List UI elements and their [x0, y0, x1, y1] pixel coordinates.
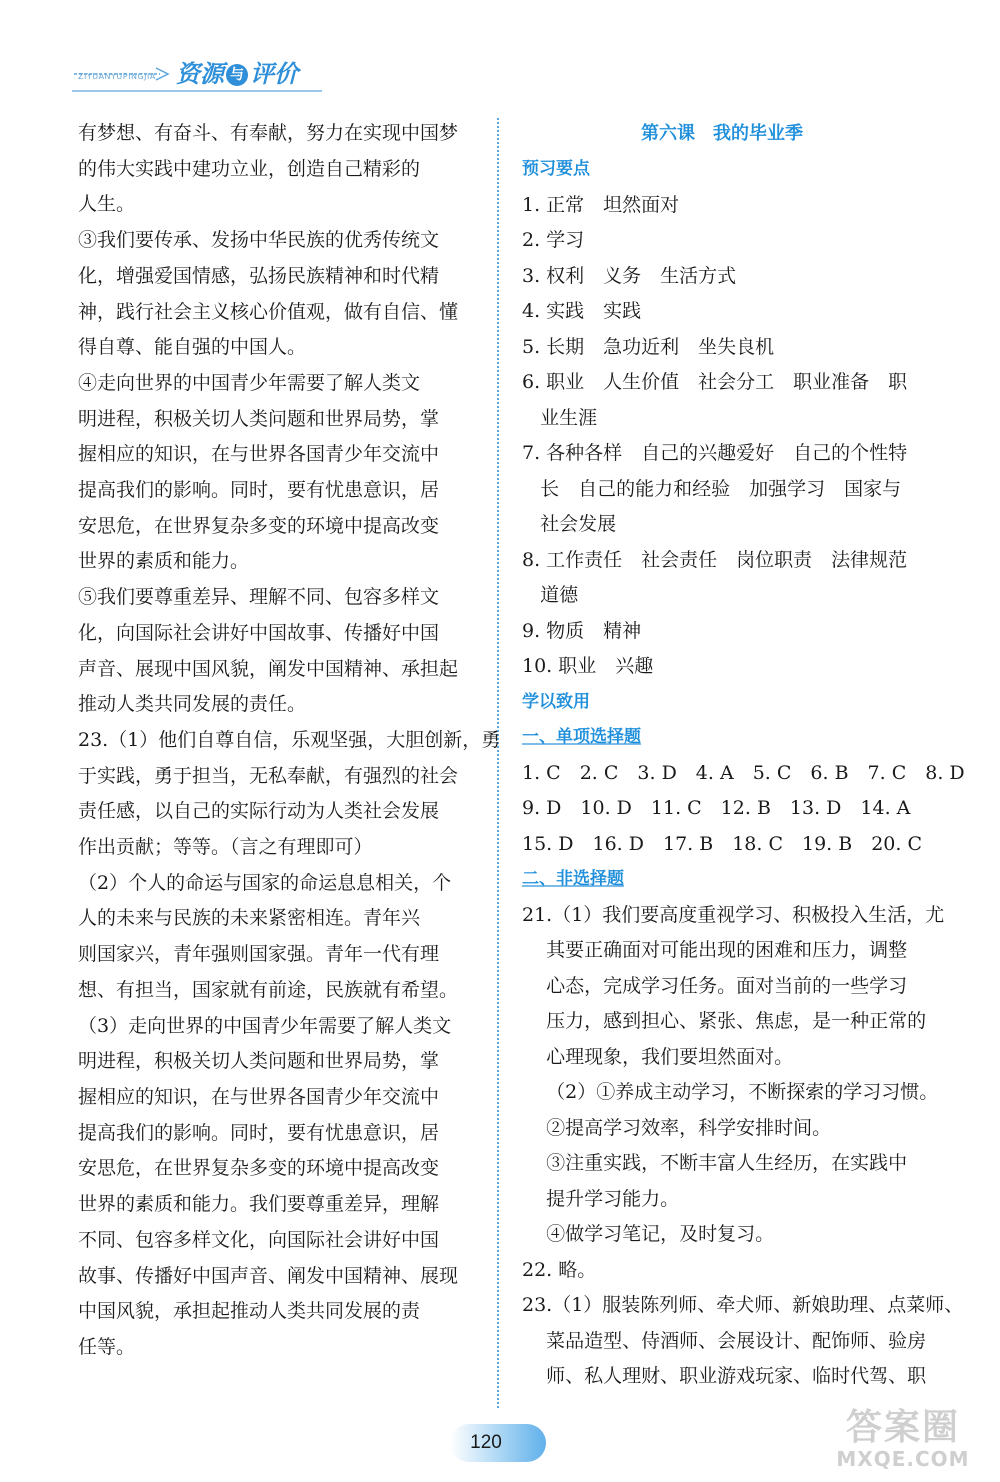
preview-item: 社会发展 — [522, 513, 617, 535]
choice-answer-line: 15. D 16. D 17. B 18. C 19. B 20. C — [522, 832, 923, 855]
header-pinyin: ZIYUANYUPINGJIA — [78, 72, 156, 81]
left-text-line: 安思危，在世界复杂多变的环境中提高改变 — [78, 514, 440, 537]
preview-item: 1. 正常 坦然面对 — [522, 193, 680, 216]
nonchoice-answer-line: ④做学习笔记，及时复习。 — [522, 1223, 775, 1245]
preview-item: 道德 — [522, 584, 579, 606]
left-text-line: 的伟大实践中建功立业，创造自己精彩的 — [78, 157, 421, 180]
choice-answer-line: 1. C 2. C 3. D 4. A 5. C 6. B 7. C 8. D — [522, 761, 965, 784]
preview-list — [522, 188, 922, 685]
left-text-line: 明进程，积极关切人类问题和世界局势，掌 — [78, 407, 440, 430]
left-text-line: 提高我们的影响。同时，要有忧患意识，居 — [78, 1121, 440, 1144]
brand-right: 评价 — [250, 60, 298, 88]
column-divider — [497, 118, 499, 1408]
left-text-line: 作出贡献；等等。（言之有理即可） — [78, 836, 373, 859]
watermark — [818, 1408, 988, 1478]
left-text-line: 推动人类共同发展的责任。 — [78, 693, 307, 716]
left-column — [78, 116, 501, 1366]
left-text-line: 故事、传播好中国声音、阐发中国精神、展现 — [78, 1264, 459, 1287]
left-text-line: 人生。 — [78, 193, 136, 216]
left-text-line: 任等。 — [78, 1335, 136, 1358]
left-text-line: 明进程，积极关切人类问题和世界局势，掌 — [78, 1050, 440, 1073]
left-text-line: 世界的素质和能力。我们要尊重差异，理解 — [78, 1193, 440, 1216]
left-text-line: ④走向世界的中国青少年需要了解人类文 — [78, 371, 421, 394]
left-text-line: 握相应的知识，在与世界各国青少年交流中 — [78, 443, 440, 466]
preview-item: 4. 实践 实践 — [522, 300, 642, 322]
watermark-url: MXQE.COM — [836, 1447, 970, 1471]
nonchoice-answer-line: 菜品造型、侍酒师、会展设计、配饰师、验房 — [522, 1329, 927, 1352]
nonchoice-answer-line: （2）①养成主动学习，不断探索的学习习惯。 — [522, 1081, 939, 1103]
left-text-line: 提高我们的影响。同时，要有忧患意识，居 — [78, 479, 440, 502]
left-text-line: （2）个人的命运与国家的命运息息相关，个 — [78, 871, 452, 894]
preview-item: 5. 长期 急功近利 坐失良机 — [522, 335, 775, 358]
nonchoice-answer-line: 心态，完成学习任务。面对当前的一些学习 — [522, 974, 908, 997]
preview-item: 业生涯 — [522, 406, 598, 429]
preview-item: 8. 工作责任 社会责任 岗位职责 法律规范 — [522, 548, 908, 571]
preview-item: 9. 物质 精神 — [522, 619, 642, 642]
page-header — [72, 50, 332, 96]
left-text-line: 化，向国际社会讲好中国故事、传播好中国 — [78, 621, 440, 644]
left-text-line: 人的未来与民族的未来紧密相连。青年兴 — [78, 907, 421, 930]
nonchoice-answer-line: 师、私人理财、职业游戏玩家、临时代驾、职 — [522, 1365, 927, 1387]
preview-item: 2. 学习 — [522, 229, 585, 251]
left-text-line: 不同、包容多样文化，向国际社会讲好中国 — [78, 1228, 440, 1251]
nonchoice-answer-line: 其要正确面对可能出现的困难和压力，调整 — [522, 939, 908, 961]
left-text-line: 声音、展现中国风貌，阐发中国精神、承担起 — [78, 657, 459, 680]
section-apply: 学以致用 — [522, 691, 590, 712]
left-text-line: 安思危，在世界复杂多变的环境中提高改变 — [78, 1157, 440, 1180]
page-number-text: 120 — [470, 1432, 502, 1453]
watermark-text: 答案圈 — [845, 1407, 960, 1448]
left-text-line: 于实践，勇于担当，无私奉献，有强烈的社会 — [78, 764, 459, 787]
preview-item: 3. 权利 义务 生活方式 — [522, 264, 737, 287]
left-text-line: 世界的素质和能力。 — [78, 550, 250, 573]
left-text-line: 化，增强爱国情感，弘扬民族精神和时代精 — [78, 264, 440, 287]
preview-item: 10. 职业 兴趣 — [522, 655, 654, 677]
brand-mid: 与 — [226, 64, 248, 86]
nonchoice-answer-line: 22. 略。 — [522, 1258, 597, 1281]
left-text-line: 则国家兴，青年强则国家强。青年一代有理 — [78, 943, 440, 966]
subsection-choice: 一、单项选择题 — [522, 727, 641, 747]
nonchoice-answers — [522, 898, 964, 1395]
brand-left: 资源 — [176, 60, 224, 88]
preview-item: 6. 职业 人生价值 社会分工 职业准备 职 — [522, 371, 908, 393]
left-text-line: 责任感，以自己的实际行动为人类社会发展 — [78, 800, 440, 823]
left-text-line: 想、有担当，国家就有前途，民族就有希望。 — [78, 978, 459, 1001]
section-preview: 预习要点 — [522, 159, 590, 179]
lesson-title: 第六课 我的毕业季 — [641, 123, 803, 144]
preview-item: 7. 各种各样 自己的兴趣爱好 自己的个性特 — [522, 442, 908, 464]
nonchoice-answer-line: 心理现象，我们要坦然面对。 — [522, 1045, 794, 1068]
left-text-line: 有梦想、有奋斗、有奉献，努力在实现中国梦 — [78, 122, 459, 144]
header-brand — [176, 54, 298, 89]
left-text-line: ⑤我们要尊重差异、理解不同、包容多样文 — [78, 586, 440, 609]
choice-answer-line: 9. D 10. D 11. C 12. B 13. D 14. A — [522, 797, 911, 819]
right-column — [522, 116, 965, 1395]
nonchoice-answer-line: 压力，感到担心、紧张、焦虑，是一种正常的 — [522, 1010, 927, 1032]
left-text-line: 得自尊、能自强的中国人。 — [78, 336, 307, 359]
left-text-line: （3）走向世界的中国青少年需要了解人类文 — [78, 1014, 452, 1037]
nonchoice-answer-line: 23.（1）服装陈列师、牵犬师、新娘助理、点菜师、 — [522, 1294, 964, 1316]
header-rule — [72, 90, 322, 92]
nonchoice-answer-line: ③注重实践，不断丰富人生经历，在实践中 — [522, 1152, 908, 1174]
left-text-line: ③我们要传承、发扬中华民族的优秀传统文 — [78, 229, 440, 252]
page-number — [450, 1420, 546, 1466]
choice-answers — [522, 756, 965, 863]
left-text-line: 握相应的知识，在与世界各国青少年交流中 — [78, 1085, 440, 1108]
nonchoice-answer-line: 提升学习能力。 — [522, 1187, 680, 1210]
left-text-line: 神，践行社会主义核心价值观，做有自信、懂 — [78, 300, 459, 323]
nonchoice-answer-line: ②提高学习效率，科学安排时间。 — [522, 1116, 832, 1139]
left-text-line: 23.（1）他们自尊自信，乐观坚强，大胆创新，勇 — [78, 728, 501, 751]
nonchoice-answer-line: 21.（1）我们要高度重视学习、积极投入生活，尤 — [522, 903, 945, 926]
left-text-line: 中国风貌，承担起推动人类共同发展的责 — [78, 1300, 421, 1323]
subsection-nonchoice: 二、非选择题 — [522, 869, 624, 889]
preview-item: 长 自己的能力和经验 加强学习 国家与 — [522, 477, 902, 500]
